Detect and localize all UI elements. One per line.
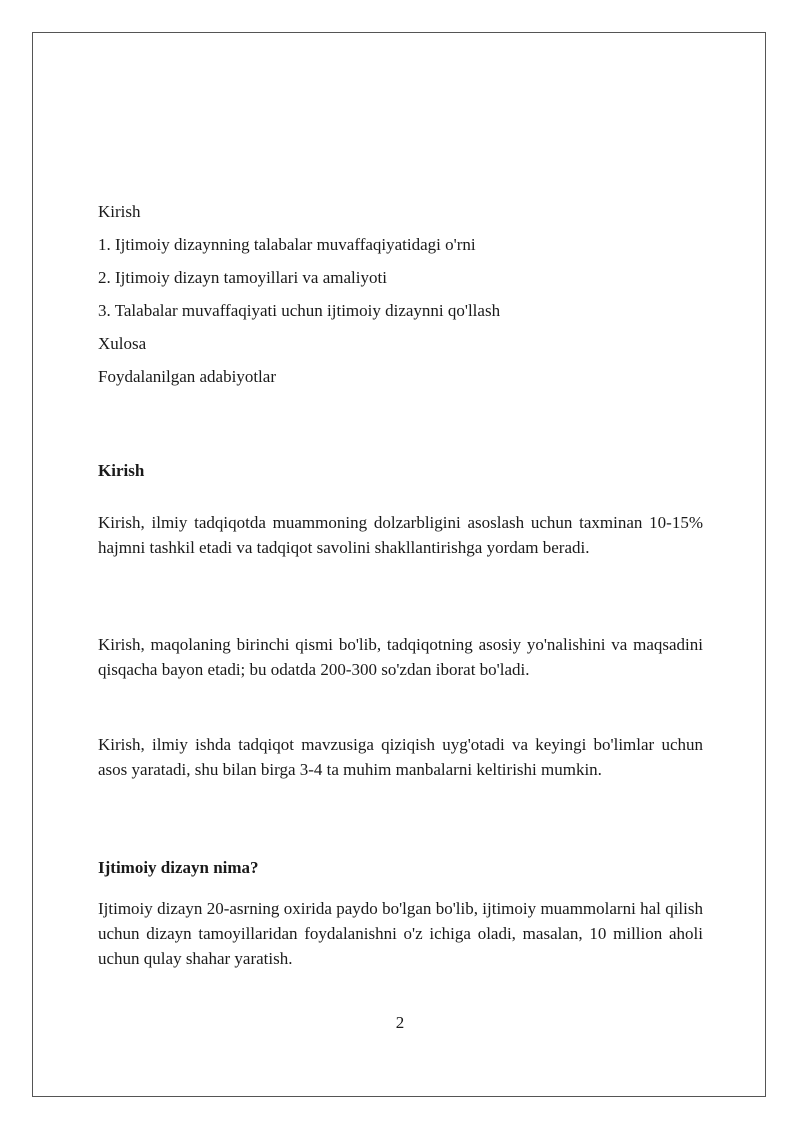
- intro-paragraph-2: Kirish, maqolaning birinchi qismi bo'lib, tadqiqotning asosiy yo'nalishini va maqsadini qisqacha bayon etadi; bu odatda 200-300 so'zdan iborat bo'ladi.: [98, 635, 703, 679]
- intro-paragraph-1: Kirish, ilmiy tadqiqotda muammoning dolzarbligini asoslash uchun taxminan 10-15% hajmni tashkil etadi va tadqiqot savolini shakllantirishga yordam beradi.: [98, 513, 703, 557]
- social-design-heading: Ijtimoiy dizayn nima?: [98, 858, 259, 877]
- social-design-paragraph-1: Ijtimoiy dizayn 20-asrning oxirida paydo bo'lgan bo'lib, ijtimoiy muammolarni hal qilish uchun dizayn tamoyillaridan foydalanishni o'z ichiga oladi, masalan, 10 million aholi uchun qulay shahar yaratish.: [98, 899, 703, 968]
- toc-item-adabiyotlar: Foydalanilgan adabiyotlar: [98, 367, 276, 386]
- table-of-contents: [98, 199, 703, 397]
- page-number: 2: [395, 1013, 405, 1032]
- intro-heading: Kirish: [98, 461, 145, 480]
- toc-item-3: 3. Talabalar muvaffaqiyati uchun ijtimoiy dizaynni qo'llash: [98, 301, 501, 320]
- intro-paragraph-3: Kirish, ilmiy ishda tadqiqot mavzusiga qiziqish uyg'otadi va keyingi bo'limlar uchun asos yaratadi, shu bilan birga 3-4 ta muhim manbalarni keltirishi mumkin.: [98, 735, 703, 779]
- document-page: [32, 32, 766, 1097]
- toc-item-2: 2. Ijtimoiy dizayn tamoyillari va amaliyoti: [98, 268, 387, 287]
- toc-item-xulosa: Xulosa: [98, 334, 147, 353]
- toc-item-kirish: Kirish: [98, 202, 141, 221]
- toc-item-1: 1. Ijtimoiy dizaynning talabalar muvaffaqiyatidagi o'rni: [98, 235, 476, 254]
